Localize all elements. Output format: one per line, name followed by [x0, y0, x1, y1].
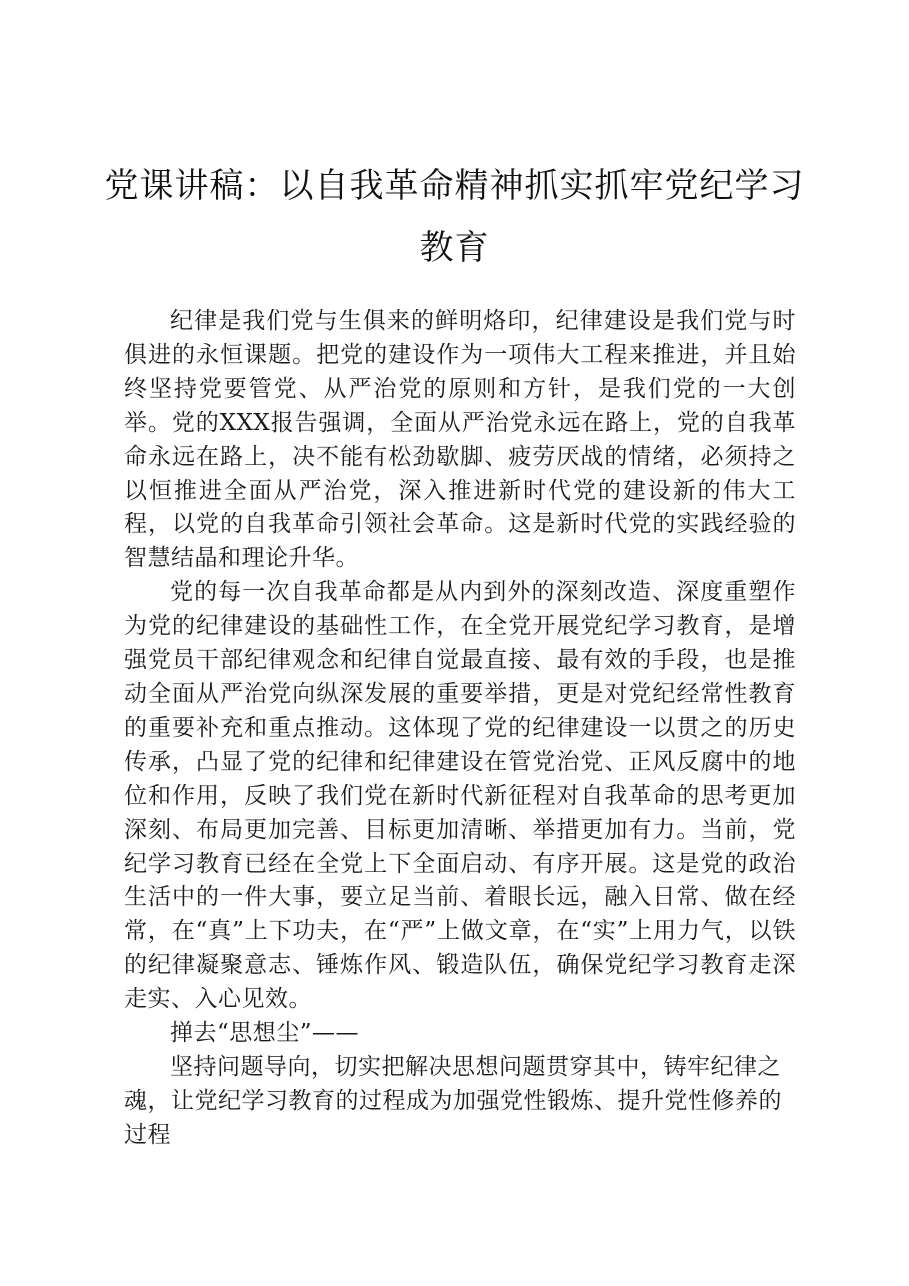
document-title: 党课讲稿：以自我革命精神抓实抓牢党纪学习教育 — [104, 166, 805, 268]
paragraph-problem-oriented: 坚持问题导向，切实把解决思想问题贯穿其中，铸牢纪律之魂，让党纪学习教育的过程成为加强党性锻炼、提升党性修养的过程 — [124, 1053, 782, 1148]
section-heading: 掸去“思想尘”—— — [170, 1020, 360, 1047]
paragraph-self-revolution: 党的每一次自我革命都是从内到外的深刻改造、深度重塑作为党的纪律建设的基础性工作，在全党开展党纪学习教育，是增强党员干部纪律观念和纪律自觉最直接、最有效的手段，也是推动全面从严治党向纵深发展的重要举措，更是对党纪经常性教育的重要补充和重点推动。这体现了党的纪律建设一以贯之的历史传承，凸显了党的纪律和纪律建设在管党治党、正风反腐中的地位和作用，反映了我们党在新时代新征程对自我革命的思考更加深刻、布局更加完善、目标更加清晰、举措更加有力。当前，党纪学习教育已经在全党上下全面启动、有序开展。这是党的政治生活中的一件大事，要立足当前、着眼长远，融入日常、做在经常，在“真”上下功夫，在“严”上做文章，在“实”上用力气，以铁的纪律凝聚意志、锤炼作风、锻造队伍，确保党纪学习教育走深走实、入心见效。 — [124, 579, 796, 1013]
paragraph-intro: 纪律是我们党与生俱来的鲜明烙印，纪律建设是我们党与时俱进的永恒课题。把党的建设作为一项伟大工程来推进，并且始终坚持党要管党、从严治党的原则和方针，是我们党的一大创举。党的XXX报告强调，全面从严治党永远在路上，党的自我革命永远在路上，决不能有松劲歇脚、疲劳厌战的情绪，必须持之以恒推进全面从严治党，深入推进新时代党的建设新的伟大工程，以党的自我革命引领社会革命。这是新时代党的实践经验的智慧结晶和理论升华。 — [124, 308, 796, 572]
document-body — [124, 305, 796, 1153]
